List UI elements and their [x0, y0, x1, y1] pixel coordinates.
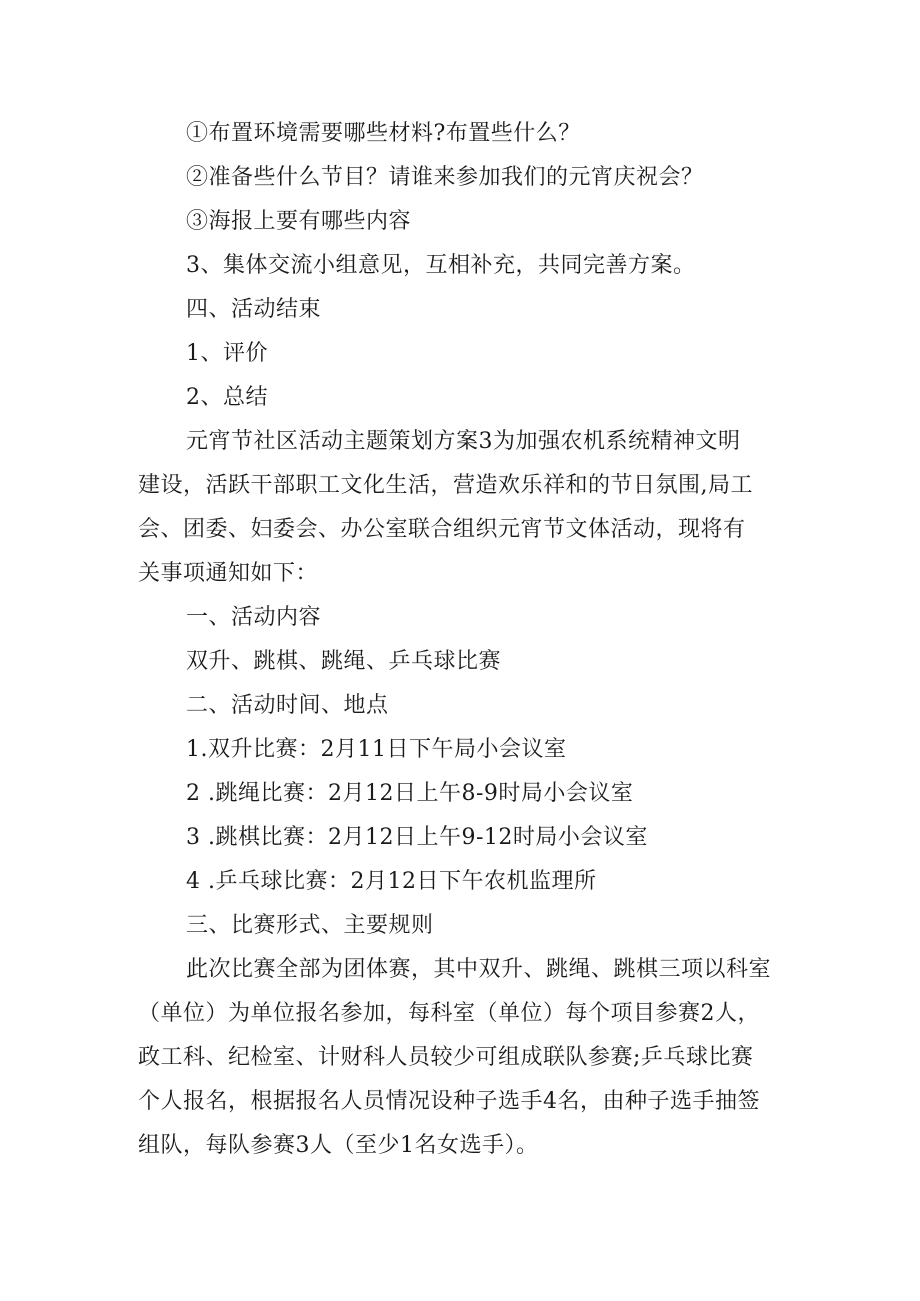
paragraph-line: 关事项通知如下： [138, 561, 319, 586]
section-heading: 一、活动内容 [186, 605, 322, 630]
section-heading: 四、活动结束 [186, 297, 322, 322]
paragraph-line: 会、团委、妇委会、办公室联合组织元宵节文体活动，现将有 [138, 517, 746, 542]
text-line: 1.双升比赛：2月11日下午局小会议室 [186, 737, 567, 762]
paragraph-line: 个人报名，根据报名人员情况设种子选手4名，由种子选手抽签 [138, 1089, 760, 1114]
document-body [138, 112, 788, 1168]
text-line: 3 .跳棋比赛：2月12日上午9-12时局小会议室 [186, 825, 648, 850]
paragraph-line: （单位）为单位报名参加，每科室（单位）每个项目参赛2人， [138, 1001, 760, 1026]
text-line: 1、评价 [186, 341, 268, 366]
text-line: 2、总结 [186, 385, 268, 410]
paragraph-line: 此次比赛全部为团体赛，其中双升、跳绳、跳棋三项以科室 [186, 957, 772, 982]
text-line: 3、集体交流小组意见，互相补充，共同完善方案。 [186, 253, 696, 278]
paragraph-line: 建设，活跃干部职工文化生活，营造欢乐祥和的节日氛围,局工 [138, 473, 753, 498]
text-line: ①布置环境需要哪些材料?布置些什么？ [186, 121, 581, 146]
text-line: 4 .乒乓球比赛：2月12日下午农机监理所 [186, 869, 597, 894]
text-line: ③海报上要有哪些内容 [186, 209, 412, 234]
section-heading: 三、比赛形式、主要规则 [186, 913, 434, 938]
text-line: 2 .跳绳比赛：2月12日上午8-9时局小会议室 [186, 781, 634, 806]
text-line: 双升、跳棋、跳绳、乒乓球比赛 [186, 649, 502, 674]
text-line: ②准备些什么节目？请谁来参加我们的元宵庆祝会？ [186, 165, 704, 190]
paragraph-line: 政工科、纪检室、计财科人员较少可组成联队参赛;乒乓球比赛 [138, 1045, 754, 1070]
paragraph-line: 组队，每队参赛3人（至少1名女选手）。 [138, 1133, 539, 1158]
paragraph-line: 元宵节社区活动主题策划方案3为加强农机系统精神文明 [186, 429, 741, 454]
section-heading: 二、活动时间、地点 [186, 693, 389, 718]
